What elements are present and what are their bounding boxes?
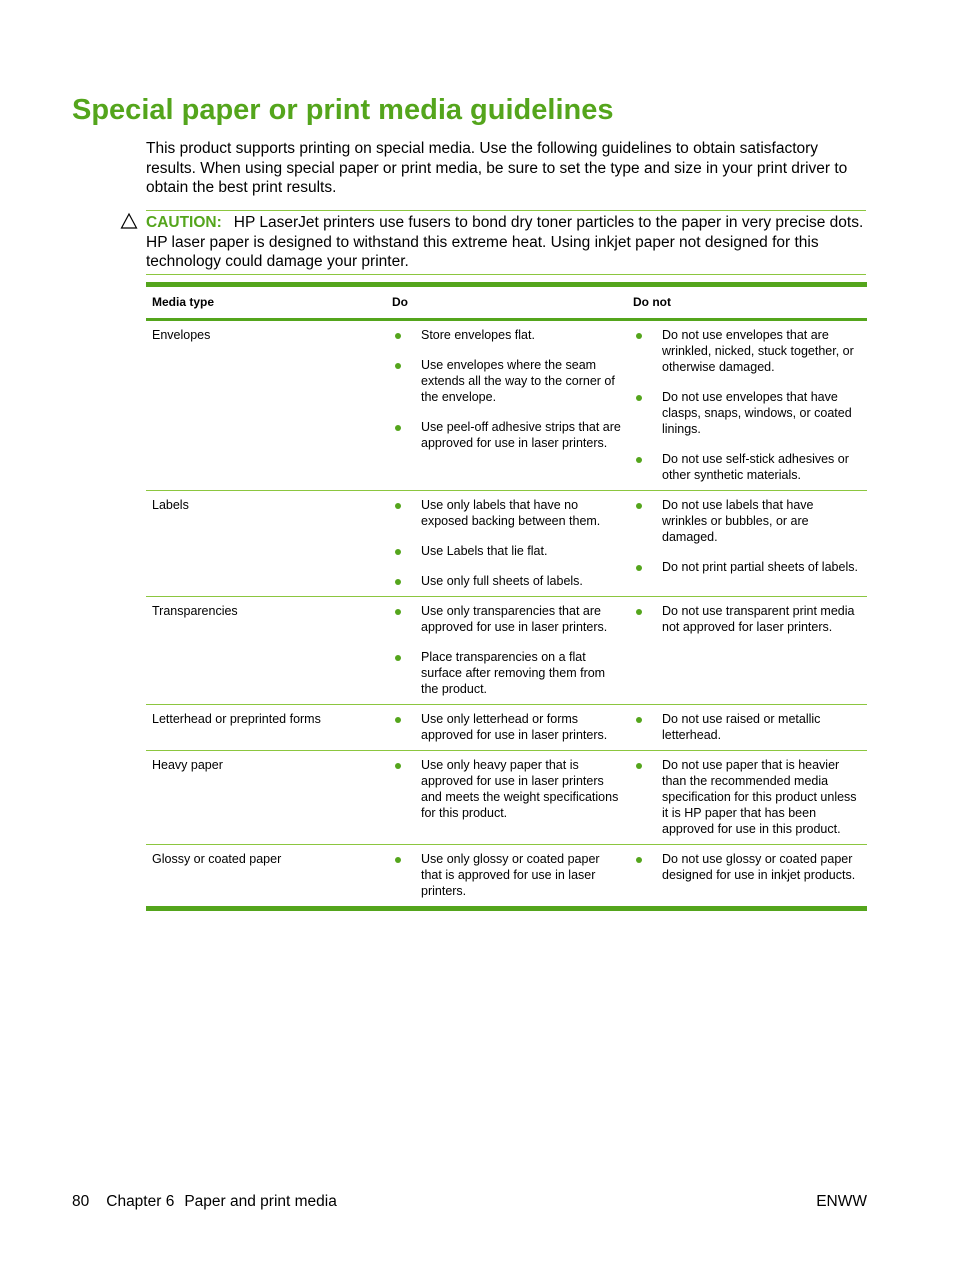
- do-cell: [386, 597, 627, 705]
- page-footer: [72, 1193, 337, 1211]
- caution-note: [146, 210, 866, 275]
- table-row: [146, 705, 867, 751]
- media-type-cell: Letterhead or preprinted forms: [152, 712, 321, 726]
- header-do-not: Do not: [633, 295, 671, 309]
- warning-triangle-icon: [120, 212, 138, 230]
- do-cell: [386, 845, 627, 909]
- do-item: Use Labels that lie flat.: [392, 543, 621, 559]
- do-not-item: Do not print partial sheets of labels.: [633, 559, 861, 575]
- do-not-item: Do not use paper that is heavier than the recommended media specification for this product unless it is HP paper that has been approved for use in this product.: [633, 757, 861, 837]
- media-type-cell: Envelopes: [152, 328, 211, 342]
- do-item: Use only heavy paper that is approved for use in laser printers and meets the weight specifications for this product.: [392, 757, 621, 821]
- caution-label: CAUTION:: [146, 214, 222, 231]
- footer-doc-code: ENWW: [816, 1193, 867, 1210]
- media-type-cell: Heavy paper: [152, 758, 223, 772]
- table-header-row: [146, 285, 867, 320]
- table-row: [146, 320, 867, 491]
- do-item: Use only glossy or coated paper that is approved for use in laser printers.: [392, 851, 621, 899]
- do-cell: [386, 320, 627, 491]
- do-item: Use peel-off adhesive strips that are approved for use in laser printers.: [392, 419, 621, 451]
- do-cell: [386, 751, 627, 845]
- media-type-cell: Transparencies: [152, 604, 238, 618]
- do-not-cell: [627, 491, 867, 597]
- do-not-cell: [627, 751, 867, 845]
- header-do: Do: [392, 295, 408, 309]
- do-not-cell: [627, 597, 867, 705]
- do-not-item: Do not use envelopes that are wrinkled, nicked, stuck together, or otherwise damaged.: [633, 327, 861, 375]
- do-not-cell: [627, 320, 867, 491]
- table-row: [146, 845, 867, 909]
- chapter-title: Paper and print media: [184, 1193, 337, 1210]
- do-not-item: Do not use self-stick adhesives or other synthetic materials.: [633, 451, 861, 483]
- header-media-type: Media type: [152, 295, 215, 309]
- media-type-cell: Labels: [152, 498, 189, 512]
- media-type-cell: Glossy or coated paper: [152, 852, 282, 866]
- guidelines-table: [146, 282, 867, 911]
- do-item: Use only full sheets of labels.: [392, 573, 621, 589]
- do-not-item: Do not use labels that have wrinkles or bubbles, or are damaged.: [633, 497, 861, 545]
- do-item: Store envelopes flat.: [392, 327, 621, 343]
- page-number: 80: [72, 1193, 90, 1210]
- table-row: [146, 751, 867, 845]
- intro-paragraph: This product supports printing on special media. Use the following guidelines to obtain satisfactory results. When using special paper or print media, be sure to set the type and size in your print driver to obtain the best print results.: [146, 140, 848, 196]
- chapter-label: Chapter 6: [106, 1193, 175, 1210]
- do-item: Place transparencies on a flat surface after removing them from the product.: [392, 649, 621, 697]
- do-not-cell: [627, 845, 867, 909]
- do-not-item: Do not use raised or metallic letterhead.: [633, 711, 861, 743]
- table-row: [146, 597, 867, 705]
- do-item: Use envelopes where the seam extends all the way to the corner of the envelope.: [392, 357, 621, 405]
- do-not-item: Do not use transparent print media not approved for laser printers.: [633, 603, 861, 635]
- do-cell: [386, 491, 627, 597]
- do-item: Use only transparencies that are approved for use in laser printers.: [392, 603, 621, 635]
- do-not-item: Do not use envelopes that have clasps, snaps, windows, or coated linings.: [633, 389, 861, 437]
- do-not-item: Do not use glossy or coated paper designed for use in inkjet products.: [633, 851, 861, 883]
- do-item: Use only labels that have no exposed backing between them.: [392, 497, 621, 529]
- do-not-cell: [627, 705, 867, 751]
- do-cell: [386, 705, 627, 751]
- do-item: Use only letterhead or forms approved for use in laser printers.: [392, 711, 621, 743]
- table-row: [146, 491, 867, 597]
- caution-text: HP LaserJet printers use fusers to bond dry toner particles to the paper in very precise dots. HP laser paper is designed to withstand this extreme heat. Using inkjet paper not designed for this technology could damage your printer.: [146, 214, 864, 270]
- page-title: Special paper or print media guidelines: [72, 94, 614, 126]
